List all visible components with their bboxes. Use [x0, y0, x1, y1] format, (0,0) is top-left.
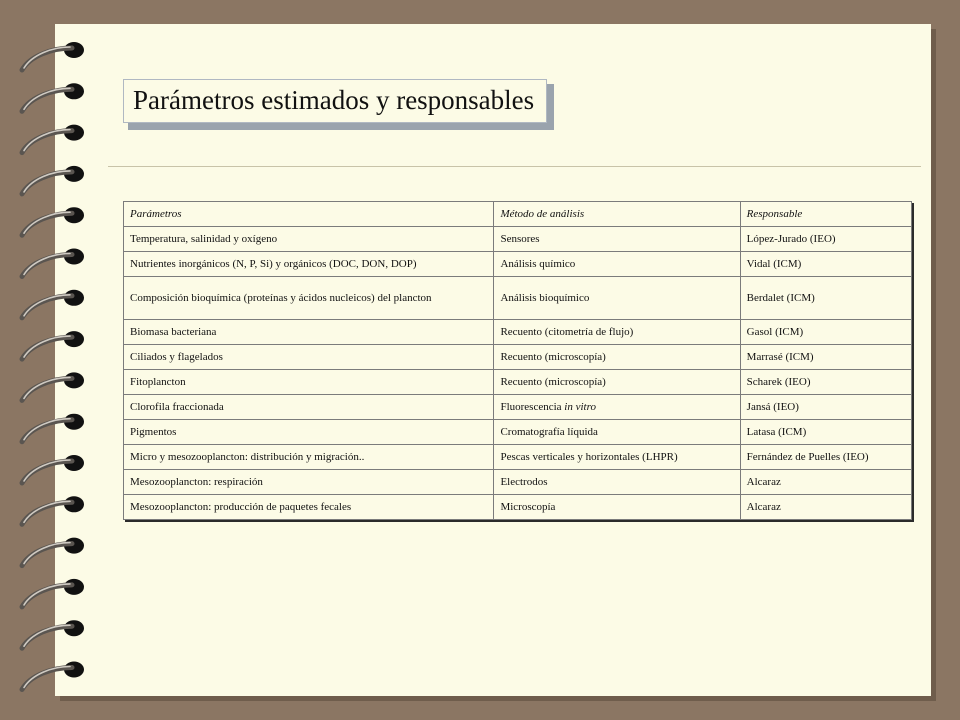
responsible-cell: Vidal (ICM)	[740, 252, 911, 277]
spiral-binding-ring-icon	[22, 83, 84, 111]
responsible-cell: Jansá (IEO)	[740, 395, 911, 420]
method-text: Pescas verticales y horizontales (LHPR)	[500, 451, 678, 463]
spiral-binding-ring-icon	[22, 662, 84, 690]
table-row	[124, 370, 912, 395]
method-text: Recuento (microscopía)	[500, 376, 606, 388]
spiral-binding-ring-icon	[22, 207, 84, 235]
table-row	[124, 420, 912, 445]
method-text: Recuento (microscopía)	[500, 351, 606, 363]
method-text: Recuento (citometría de flujo)	[500, 326, 634, 338]
method-cell	[494, 252, 740, 277]
spiral-binding-ring-icon	[22, 372, 84, 400]
parameter-cell: Micro y mesozooplancton: distribución y migración..	[124, 445, 494, 470]
spiral-binding-ring-icon	[22, 579, 84, 607]
header-metodo: Método de análisis	[494, 202, 740, 227]
table-row	[124, 227, 912, 252]
method-text: Electrodos	[500, 476, 548, 488]
spiral-binding-ring-icon	[22, 414, 84, 442]
responsible-cell: Scharek (IEO)	[740, 370, 911, 395]
table-row	[124, 445, 912, 470]
responsible-cell: Alcaraz	[740, 470, 911, 495]
method-text: Análisis bioquímico	[500, 292, 590, 304]
method-cell	[494, 445, 740, 470]
method-cell	[494, 277, 740, 320]
parameter-cell: Ciliados y flagelados	[124, 345, 494, 370]
method-cell	[494, 370, 740, 395]
spiral-binding-ring-icon	[22, 538, 84, 566]
responsible-cell: Berdalet (ICM)	[740, 277, 911, 320]
parameters-table	[123, 201, 912, 520]
divider-line	[108, 166, 921, 167]
table-row	[124, 252, 912, 277]
responsible-cell: Fernández de Puelles (IEO)	[740, 445, 911, 470]
table-row	[124, 345, 912, 370]
responsible-cell: Alcaraz	[740, 495, 911, 520]
spiral-binding-ring-icon	[22, 620, 84, 648]
table-row	[124, 277, 912, 320]
spiral-binding-ring-icon	[22, 166, 84, 194]
header-parametros: Parámetros	[124, 202, 494, 227]
table-row	[124, 470, 912, 495]
parameter-cell: Biomasa bacteriana	[124, 320, 494, 345]
parameter-cell: Composición bioquímica (proteínas y ácidos nucleicos) del plancton	[124, 277, 494, 320]
parameter-cell: Nutrientes inorgánicos (N, P, Si) y orgánicos (DOC, DON, DOP)	[124, 252, 494, 277]
spiral-binding-ring-icon	[22, 42, 84, 70]
parameter-cell: Mesozooplancton: respiración	[124, 470, 494, 495]
parameter-cell: Fitoplancton	[124, 370, 494, 395]
parameter-cell: Clorofila fraccionada	[124, 395, 494, 420]
spiral-binding	[0, 0, 110, 720]
header-responsable: Responsable	[740, 202, 911, 227]
parameter-cell: Mesozooplancton: producción de paquetes fecales	[124, 495, 494, 520]
responsible-cell: Gasol (ICM)	[740, 320, 911, 345]
responsible-cell: Marrasé (ICM)	[740, 345, 911, 370]
method-cell	[494, 495, 740, 520]
parameter-cell: Temperatura, salinidad y oxígeno	[124, 227, 494, 252]
spiral-binding-ring-icon	[22, 290, 84, 318]
method-cell	[494, 320, 740, 345]
table-row	[124, 495, 912, 520]
method-text: Cromatografía líquida	[500, 426, 598, 438]
table-row	[124, 320, 912, 345]
table-row	[124, 395, 912, 420]
spiral-binding-ring-icon	[22, 496, 84, 524]
method-text: Sensores	[500, 233, 540, 245]
method-italic-text: in vitro	[564, 401, 596, 413]
responsible-cell: López-Jurado (IEO)	[740, 227, 911, 252]
method-cell	[494, 345, 740, 370]
spiral-binding-ring-icon	[22, 125, 84, 153]
spiral-binding-ring-icon	[22, 455, 84, 483]
spiral-binding-ring-icon	[22, 249, 84, 277]
method-cell	[494, 470, 740, 495]
spiral-binding-ring-icon	[22, 331, 84, 359]
method-text: Análisis químico	[500, 258, 576, 270]
method-cell	[494, 227, 740, 252]
method-cell	[494, 395, 740, 420]
parameter-cell: Pigmentos	[124, 420, 494, 445]
table-header-row	[124, 202, 912, 227]
method-text: Fluorescencia	[500, 401, 565, 413]
method-cell	[494, 420, 740, 445]
responsible-cell: Latasa (ICM)	[740, 420, 911, 445]
method-text: Microscopía	[500, 501, 556, 513]
slide-title: Parámetros estimados y responsables	[133, 85, 535, 115]
